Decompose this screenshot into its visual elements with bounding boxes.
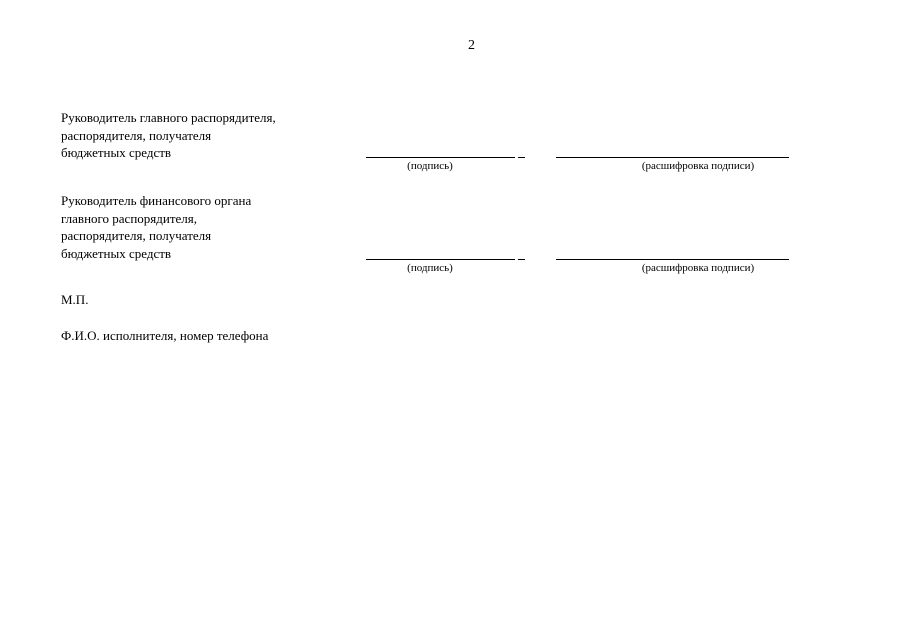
signer-role-line: бюджетных средств (61, 145, 172, 160)
signature-dash-2 (518, 259, 525, 260)
signer-role-label-2 (61, 192, 351, 262)
signer-role-line: распорядителя, получателя (61, 127, 212, 143)
signer-role-line: главного распорядителя, (61, 210, 197, 226)
decoding-line-1 (556, 157, 789, 158)
signature-caption-1: (подпись) (407, 160, 453, 172)
executor-contact-label: Ф.И.О. исполнителя, номер телефона (61, 328, 269, 343)
signer-role-label-1 (61, 109, 351, 162)
stamp-place-label: М.П. (61, 292, 89, 307)
signature-line-2 (366, 259, 515, 260)
signer-role-line: распорядителя, получателя (61, 228, 212, 243)
decoding-caption-1: (расшифровка подписи) (641, 160, 755, 172)
decoding-caption-2: (расшифровка подписи) (641, 262, 755, 274)
signature-dash-1 (518, 157, 525, 158)
signer-role-line: бюджетных средств (61, 245, 172, 261)
decoding-line-2 (556, 259, 789, 260)
signer-role-line: Руководитель финансового органа (61, 193, 252, 208)
signer-role-line: Руководитель главного распорядителя, (61, 110, 276, 125)
signature-caption-2: (подпись) (407, 262, 453, 274)
signature-line-1 (366, 157, 515, 158)
page-number: 2 (468, 38, 475, 53)
